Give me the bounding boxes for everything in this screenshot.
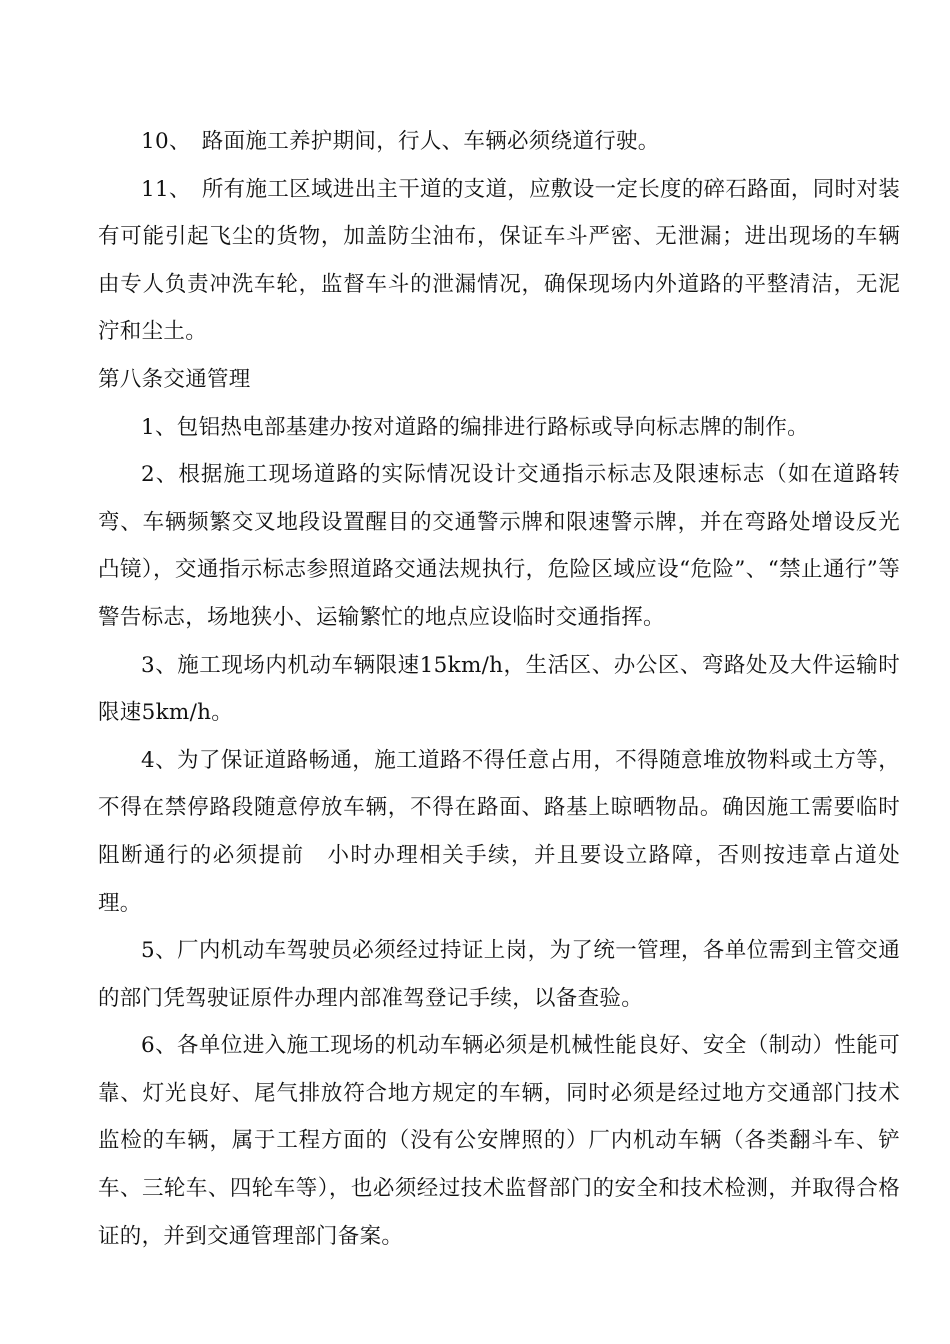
paragraph-item-11: 11、 所有施工区域进出主干道的支道，应敷设一定长度的碎石路面，同时对装有可能引起飞尘的货物，加盖防尘油布，保证车斗严密、无泄漏；进出现场的车辆由专人负责冲洗车轮，监督车斗的泄漏情况，确保现场内外道路的平整清洁，无泥泞和尘土。 <box>98 176 900 345</box>
section-heading: 第八条交通管理 <box>98 366 251 392</box>
paragraph-item-5: 5、厂内机动车驾驶员必须经过持证上岗，为了统一管理，各单位需到主管交通的部门凭驾驶证原件办理内部准驾登记手续，以备查验。 <box>98 938 900 1011</box>
paragraph-item-4: 4、为了保证道路畅通，施工道路不得任意占用，不得随意堆放物料或土方等，不得在禁停路段随意停放车辆，不得在路面、路基上晾晒物品。确因施工需要临时阻断通行的必须提前 小时办理相关手续，并且要设立路障，否则按违章占道处理。 <box>98 747 900 916</box>
paragraph-item-2: 2、根据施工现场道路的实际情况设计交通指示标志及限速标志（如在道路转弯、车辆频繁交叉地段设置醒目的交通警示牌和限速警示牌，并在弯路处增设反光凸镜），交通指示标志参照道路交通法规执行，危险区域应设“危险”、“禁止通行”等警告标志，场地狭小、运输繁忙的地点应设临时交通指挥。 <box>98 462 900 630</box>
paragraph-item-10: 10、 路面施工养护期间，行人、车辆必须绕道行驶。 <box>141 129 660 154</box>
document-body <box>98 118 900 1260</box>
paragraph-item-6: 6、各单位进入施工现场的机动车辆必须是机械性能良好、安全（制动）性能可靠、灯光良好、尾气排放符合地方规定的车辆，同时必须是经过地方交通部门技术监检的车辆，属于工程方面的（没有公安牌照的）厂内机动车辆（各类翻斗车、铲车、三轮车、四轮车等），也必须经过技术监督部门的安全和技术检测，并取得合格证的，并到交通管理部门备案。 <box>98 1033 900 1249</box>
paragraph-item-1: 1、包铝热电部基建办按对道路的编排进行路标或导向标志牌的制作。 <box>141 414 809 440</box>
paragraph-item-3: 3、施工现场内机动车辆限速15km/h，生活区、办公区、弯路处及大件运输时限速5km/h。 <box>98 652 900 726</box>
